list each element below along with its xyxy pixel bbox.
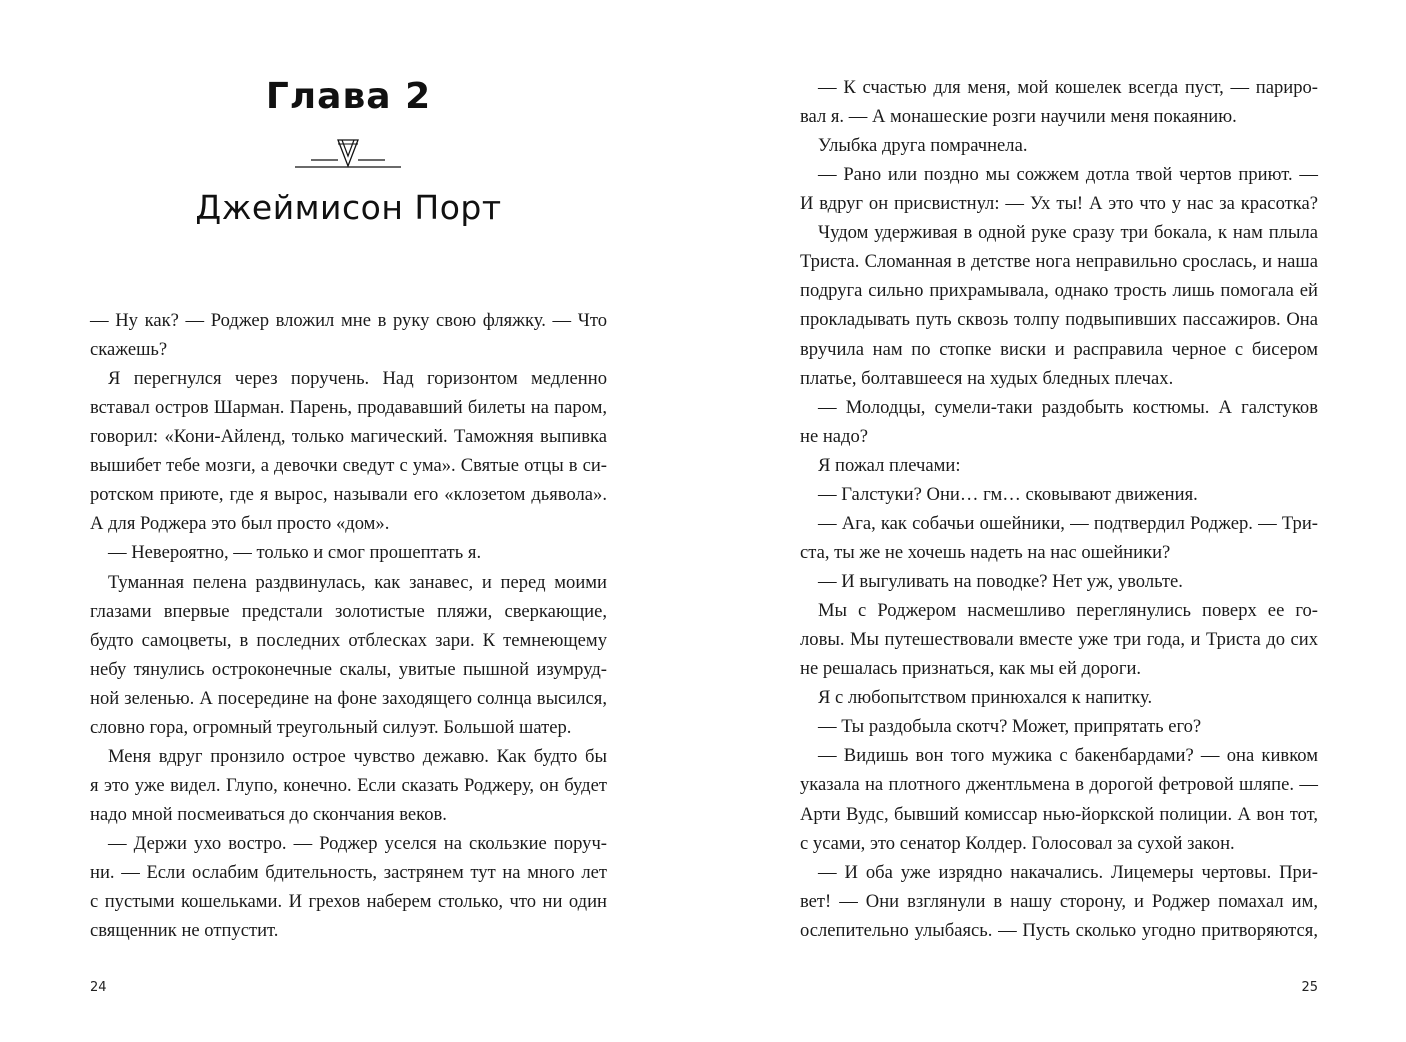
text-line: ослепительно улыбаясь. — Пусть сколько угодно притворяются,: [800, 919, 1318, 941]
text-line: А для Роджера это был просто «дом».: [90, 513, 390, 535]
text-line: Я пожал плечами:: [818, 454, 961, 476]
text-line: вет! — Они взглянули в нашу сторону, и Роджер помахал им,: [800, 890, 1318, 912]
page-number-left: 24: [90, 980, 107, 995]
text-line: с пустыми кошельками. И грехов наберем столько, что ни один: [90, 891, 607, 913]
text-line: ротском приюте, где я вырос, называли его «клозетом дьявола».: [90, 484, 607, 506]
left-page: [90, 0, 607, 1042]
text-line: — Невероятно, — только и смог прошептать я.: [108, 542, 482, 564]
chapter-title: Глава 2: [265, 76, 432, 117]
text-line: ста, ты же не хочешь надеть на нас ошейники?: [800, 541, 1171, 563]
text-line: — Ага, как собачьи ошейники, — подтвердил Роджер. — Три-: [818, 512, 1318, 534]
text-line: — Галстуки? Они… гм… сковывают движения.: [818, 483, 1198, 505]
text-line: Арти Вудс, бывший комиссар нью-йоркской полиции. А вон тот,: [800, 803, 1318, 825]
text-line: ловы. Мы путешествовали вместе уже три года, и Триста до сих: [800, 629, 1318, 651]
text-line: я это уже видел. Глупо, конечно. Если сказать Роджеру, он будет: [90, 774, 607, 796]
text-line: — Ну как? — Роджер вложил мне в руку свою фляжку. — Что: [90, 310, 607, 331]
text-line: указала на плотного джентльмена в дорогой фетровой шляпе. —: [800, 774, 1318, 796]
text-line: — Молодцы, сумели-таки раздобыть костюмы. А галстуков: [818, 396, 1318, 418]
text-line: Меня вдруг пронзило острое чувство дежавю. Как будто бы: [108, 745, 607, 767]
text-line: священник не отпустит.: [90, 920, 279, 942]
text-line: Чудом удерживая в одной руке сразу три бокала, к нам плыла: [818, 222, 1318, 244]
text-line: с усами, это сенатор Колдер. Голосовал за сухой закон.: [800, 832, 1235, 854]
text-line: вручила нам по стопке виски и расправила черное с бисером: [800, 338, 1318, 360]
text-line: платье, болтавшееся на худых бледных плечах.: [800, 367, 1174, 389]
text-line: — К счастью для меня, мой кошелек всегда пуст, — париро-: [818, 77, 1318, 98]
chapter-subtitle: Джеймисон Порт: [195, 188, 502, 227]
text-line: — Держи ухо востро. — Роджер уселся на скользкие поруч-: [108, 833, 607, 855]
text-line: И вдруг он присвистнул: — Ух ты! А это что у нас за красотка?: [800, 193, 1318, 215]
text-line: говорил: «Кони-Айленд, только магический. Таможняя выпивка: [90, 426, 607, 448]
text-line: Я перегнулся через поручень. Над горизонтом медленно: [108, 368, 607, 390]
text-line: Триста. Сломанная в детстве нога неправильно срослась, и наша: [800, 251, 1318, 273]
right-page: [800, 0, 1318, 1042]
text-line: — И выгуливать на поводке? Нет уж, увольте.: [818, 571, 1183, 593]
text-line: Туманная пелена раздвинулась, как занавес, и перед моими: [108, 571, 607, 593]
text-line: вышибет тебе мозги, а девочки сведут с ума». Святые отцы в си-: [90, 455, 607, 477]
text-line: Мы с Роджером насмешливо переглянулись поверх ее го-: [818, 600, 1318, 622]
text-line: небу тянулись остроконечные скалы, увитые пышной изумруд-: [90, 658, 607, 680]
text-line: не решалась признаться, как мы ей дороги.: [800, 658, 1142, 680]
text-line: — Ты раздобыла скотч? Может, припрятать его?: [818, 716, 1202, 738]
text-line: подруга сильно прихрамывала, однако трость лишь помогала ей: [800, 280, 1318, 302]
text-line: ни. — Если ослабим бдительность, застрянем тут на много лет: [90, 862, 607, 884]
text-line: прокладывать путь сквозь толпу подвыпивших пассажиров. Она: [800, 309, 1318, 331]
text-line: — И оба уже изрядно накачались. Лицемеры чертовы. При-: [818, 861, 1318, 883]
text-line: — Видишь вон того мужика с бакенбардами? — она кивком: [818, 745, 1318, 767]
text-line: ной зеленью. А посередине на фоне заходящего солнца высился,: [90, 687, 607, 709]
text-line: вал я. — А монашеские розги научили меня покаянию.: [800, 106, 1237, 128]
text-line: Я с любопытством принюхался к напитку.: [818, 687, 1153, 709]
art-deco-divider-icon: [295, 138, 401, 170]
text-line: Улыбка друга помрачнела.: [818, 135, 1028, 157]
text-line: не надо?: [800, 425, 869, 447]
page-number-right: 25: [1301, 980, 1318, 995]
text-line: будто самоцветы, в последних отблесках зари. К темнеющему: [90, 629, 607, 651]
text-line: вставал остров Шарман. Парень, продававший билеты на паром,: [90, 397, 607, 419]
text-line: словно гора, огромный треугольный силуэт. Большой шатер.: [90, 716, 572, 738]
text-line: надо мной посмеиваться до скончания веков.: [90, 804, 447, 826]
text-line: глазами впервые предстали золотистые пляжи, сверкающие,: [90, 600, 607, 622]
text-line: скажешь?: [90, 339, 168, 361]
text-line: — Рано или поздно мы сожжем дотла твой чертов приют. —: [818, 164, 1318, 186]
